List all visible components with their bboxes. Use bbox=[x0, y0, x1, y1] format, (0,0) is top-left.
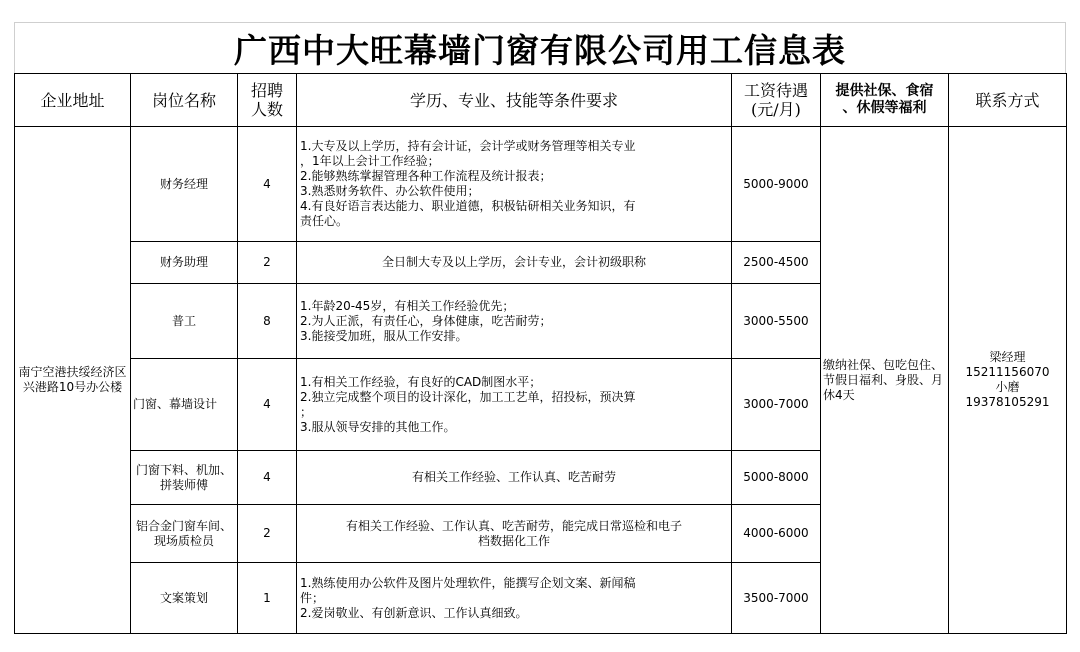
requirement-line: 3.能接受加班，服从工作安排。 bbox=[300, 328, 468, 343]
requirement-line: 有相关工作经验、工作认真、吃苦耐劳 bbox=[411, 470, 616, 484]
position-name: 门窗、幕墙设计 bbox=[131, 359, 238, 451]
company-benefits: 缴纳社保、包吃包住、节假日福利、身股、月休4天 bbox=[821, 127, 949, 634]
position-salary: 3500-7000 bbox=[732, 563, 821, 634]
requirement-line: 2.爱岗敬业、有创新意识、工作认真细致。 bbox=[300, 605, 528, 620]
position-count: 2 bbox=[238, 505, 297, 563]
position-count: 8 bbox=[238, 284, 297, 359]
requirement-line: 有相关工作经验、工作认真、吃苦耐劳，能完成日常巡检和电子 bbox=[345, 518, 682, 533]
requirement-line: 2.独立完成整个项目的设计深化，加工工艺单，招投标，预决算 bbox=[300, 389, 636, 404]
requirement-line: 责任心。 bbox=[300, 214, 349, 228]
recruitment-sheet bbox=[14, 22, 1066, 634]
company-contact bbox=[949, 127, 1067, 634]
header-row bbox=[15, 74, 1067, 127]
position-requirements bbox=[297, 359, 732, 451]
job-table bbox=[14, 73, 1067, 634]
requirement-line: 1.熟练使用办公软件及图片处理软件，能撰写企划文案、新闻稿 bbox=[300, 575, 636, 590]
position-name: 铝合金门窗车间、现场质检员 bbox=[131, 505, 238, 563]
position-name: 门窗下料、机加、拼装师傅 bbox=[131, 451, 238, 505]
requirement-line: 2.为人正派，有责任心，身体健康，吃苦耐劳； bbox=[300, 313, 552, 328]
position-count: 4 bbox=[238, 451, 297, 505]
position-requirements bbox=[297, 127, 732, 242]
header-contact: 联系方式 bbox=[949, 74, 1067, 127]
position-name: 文案策划 bbox=[131, 563, 238, 634]
position-requirements bbox=[297, 242, 732, 284]
position-salary: 4000-6000 bbox=[732, 505, 821, 563]
position-count: 2 bbox=[238, 242, 297, 284]
position-requirements bbox=[297, 284, 732, 359]
requirement-line: 3.熟悉财务软件、办公软件使用； bbox=[300, 184, 480, 198]
requirement-line: ，1年以上会计工作经验； bbox=[300, 154, 440, 168]
position-salary: 5000-9000 bbox=[732, 127, 821, 242]
header-benefits: 提供社保、食宿 、休假等福利 bbox=[821, 74, 949, 127]
requirement-line: 件； bbox=[300, 590, 325, 605]
table-row bbox=[15, 127, 1067, 242]
position-salary: 3000-7000 bbox=[732, 359, 821, 451]
requirement-line: 3.服从领导安排的其他工作。 bbox=[300, 419, 456, 434]
job-table-body bbox=[15, 127, 1067, 634]
requirement-line: 2.能够熟练掌握管理各种工作流程及统计报表； bbox=[300, 169, 552, 183]
header-salary: 工资待遇 (元/月) bbox=[732, 74, 821, 127]
position-salary: 5000-8000 bbox=[732, 451, 821, 505]
position-name: 普工 bbox=[131, 284, 238, 359]
position-requirements bbox=[297, 451, 732, 505]
contact-phone: 19378105291 bbox=[965, 395, 1050, 409]
header-requirements: 学历、专业、技能等条件要求 bbox=[297, 74, 732, 127]
requirement-line: 1.有相关工作经验，有良好的CAD制图水平； bbox=[300, 374, 542, 389]
header-address: 企业地址 bbox=[15, 74, 131, 127]
header-count: 招聘 人数 bbox=[238, 74, 297, 127]
position-salary: 2500-4500 bbox=[732, 242, 821, 284]
contact-name: 小磨 bbox=[995, 380, 1020, 394]
contact-name: 梁经理 bbox=[989, 350, 1026, 364]
contact-phone: 15211156070 bbox=[965, 365, 1050, 379]
position-salary: 3000-5500 bbox=[732, 284, 821, 359]
position-name: 财务助理 bbox=[131, 242, 238, 284]
position-count: 4 bbox=[238, 359, 297, 451]
requirement-line: ； bbox=[300, 404, 313, 419]
requirement-line: 4.有良好语言表达能力、职业道德，积极钻研相关业务知识，有 bbox=[300, 199, 636, 213]
position-count: 1 bbox=[238, 563, 297, 634]
position-count: 4 bbox=[238, 127, 297, 242]
position-name: 财务经理 bbox=[131, 127, 238, 242]
position-requirements bbox=[297, 505, 732, 563]
requirement-line: 全日制大专及以上学历，会计专业，会计初级职称 bbox=[381, 255, 646, 269]
requirement-line: 1.年龄20-45岁，有相关工作经验优先； bbox=[300, 298, 515, 313]
header-position: 岗位名称 bbox=[131, 74, 238, 127]
requirement-line: 档数据化工作 bbox=[477, 533, 550, 548]
position-requirements bbox=[297, 563, 732, 634]
sheet-title: 广西中大旺幕墙门窗有限公司用工信息表 bbox=[14, 22, 1066, 73]
requirement-line: 1.大专及以上学历，持有会计证，会计学或财务管理等相关专业 bbox=[300, 139, 636, 153]
company-address: 南宁空港扶绥经济区兴港路10号办公楼 bbox=[15, 127, 131, 634]
